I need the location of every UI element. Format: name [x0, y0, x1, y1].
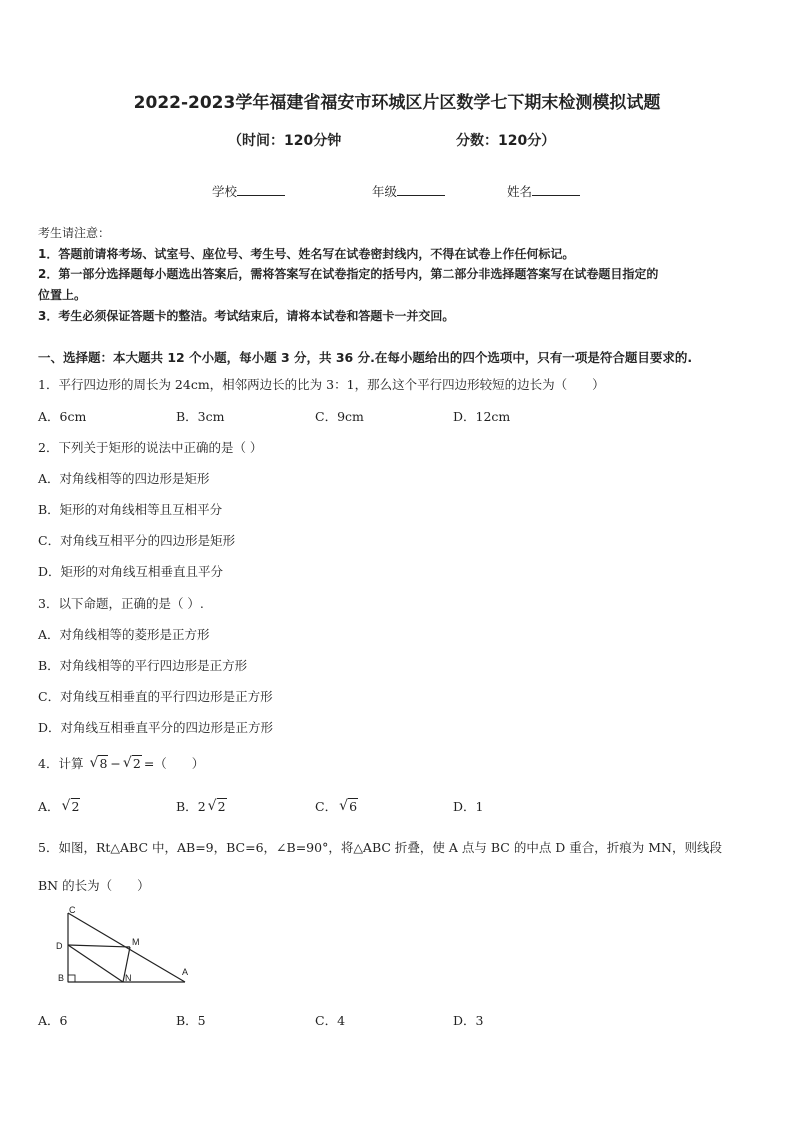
radical-icon: √: [207, 798, 217, 814]
option-label: A．: [38, 799, 60, 814]
q3-option-b[interactable]: B．对角线相等的平行四边形是正方形: [38, 658, 248, 673]
school-blank[interactable]: [237, 183, 285, 196]
notice-item-3: 3．考生必须保证答题卡的整洁。考试结束后，请将本试卷和答题卡一并交回。: [38, 309, 455, 323]
q4-stem: [38, 754, 204, 772]
q5-stem-line-2: BN 的长为（ ）: [38, 878, 150, 893]
notice-item-2: 2．第一部分选择题每小题选出答案后，需将答案写在试卷指定的括号内，第二部分非选择题答案写在试卷题目指定的: [38, 267, 659, 281]
name-field[interactable]: [507, 182, 580, 200]
q3-option-c[interactable]: C．对角线互相垂直的平行四边形是正方形: [38, 689, 273, 704]
q4-option-d[interactable]: D．1: [453, 799, 484, 814]
radicand: 8: [99, 756, 108, 771]
label-n: N: [125, 973, 132, 983]
q3-option-a[interactable]: A．对角线相等的菱形是正方形: [38, 627, 210, 642]
q2-option-a[interactable]: A．对角线相等的四边形是矩形: [38, 471, 210, 486]
q5-option-d[interactable]: D．3: [453, 1013, 484, 1028]
notice-heading: 考生请注意：: [38, 226, 111, 240]
coefficient: 2: [197, 799, 206, 814]
q1-option-a[interactable]: A．6cm: [38, 409, 87, 424]
q4-option-c[interactable]: [315, 797, 360, 815]
q1-option-b[interactable]: B．3cm: [176, 409, 225, 424]
label-m: M: [132, 937, 140, 947]
exam-title: 2022-2023学年福建省福安市环城区片区数学七下期末检测模拟试题: [133, 93, 661, 113]
q3-stem: 3．以下命题，正确的是（ ）.: [38, 596, 204, 611]
q4-option-b[interactable]: [176, 797, 229, 815]
grade-blank[interactable]: [397, 183, 445, 196]
q5-option-a[interactable]: A．6: [38, 1013, 68, 1028]
radicand: 2: [217, 799, 226, 814]
exam-score: 分数：120分）: [456, 133, 556, 149]
radicand: 2: [132, 756, 141, 771]
label-a: A: [182, 967, 189, 977]
q1-stem: 1．平行四边形的周长为 24cm，相邻两边长的比为 3：1，那么这个平行四边形较短的边长为（ ）: [38, 377, 605, 392]
grade-label: 年级: [372, 184, 398, 199]
name-blank[interactable]: [532, 183, 580, 196]
label-c: C: [69, 905, 76, 915]
name-label: 姓名: [507, 184, 533, 199]
sqrt-6: [339, 799, 358, 814]
radicand: 2: [71, 799, 80, 814]
school-label: 学校: [212, 184, 238, 199]
q2-stem: 2．下列关于矩形的说法中正确的是（ ）: [38, 440, 263, 455]
option-label: C．: [315, 799, 338, 814]
section-heading: 一、选择题：本大题共 12 个小题，每小题 3 分，共 36 分.在每小题给出的四个选项中，只有一项是符合题目要求的.: [38, 350, 693, 365]
radical-icon: √: [61, 798, 71, 814]
notice-item-2-cont: 位置上。: [38, 288, 87, 302]
q4-prefix: 4．计算: [38, 756, 84, 771]
q2-option-d[interactable]: D．矩形的对角线互相垂直且平分: [38, 564, 224, 579]
sqrt-2: [123, 756, 142, 771]
school-field[interactable]: [212, 182, 285, 200]
sqrt-8: [89, 756, 108, 771]
exam-time: （时间：120分钟: [228, 133, 342, 149]
q1-option-c[interactable]: C．9cm: [315, 409, 364, 424]
q4-suffix: =（ ）: [143, 756, 205, 771]
q3-option-d[interactable]: D．对角线互相垂直平分的四边形是正方形: [38, 720, 274, 735]
q2-option-c[interactable]: C．对角线互相平分的四边形是矩形: [38, 533, 236, 548]
sqrt-2: [62, 799, 81, 814]
grade-field[interactable]: [372, 182, 445, 200]
label-b: B: [58, 973, 65, 983]
sqrt-2: [208, 799, 227, 814]
minus-sign: −: [110, 756, 121, 771]
q5-option-b[interactable]: B．5: [176, 1013, 206, 1028]
radicand: 6: [349, 799, 358, 814]
q4-option-a[interactable]: [38, 797, 82, 815]
triangle-figure: [50, 903, 200, 988]
q1-option-d[interactable]: D．12cm: [453, 409, 511, 424]
radical-icon: √: [339, 798, 348, 814]
q2-option-b[interactable]: B．矩形的对角线相等且互相平分: [38, 502, 223, 517]
label-d: D: [56, 941, 63, 951]
q5-stem-line-1: 5．如图，Rt△ABC 中，AB=9，BC=6，∠B=90°，将△ABC 折叠，使 A 点与 BC 的中点 D 重合，折痕为 MN，则线段: [38, 840, 722, 855]
notice-item-1: 1．答题前请将考场、试室号、座位号、考生号、姓名写在试卷密封线内，不得在试卷上作任何标记。: [38, 247, 575, 261]
option-label: B．: [176, 799, 198, 814]
radical-icon: √: [89, 755, 99, 771]
radical-icon: √: [122, 755, 132, 771]
q5-option-c[interactable]: C．4: [315, 1013, 346, 1028]
